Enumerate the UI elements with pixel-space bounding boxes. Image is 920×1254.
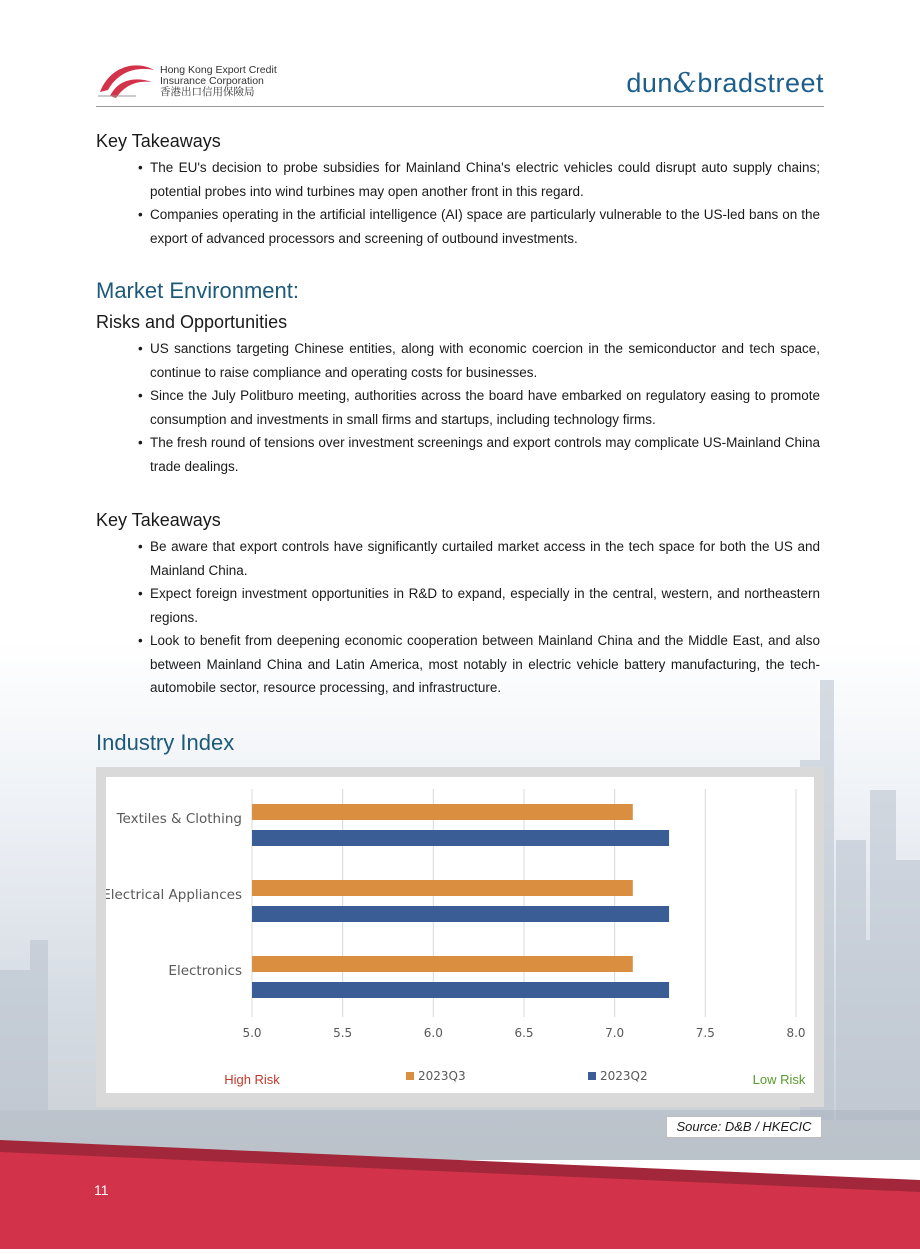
bar-2023Q3 bbox=[252, 880, 633, 896]
page-footer bbox=[0, 1140, 920, 1249]
x-tick-label: 5.5 bbox=[333, 1026, 353, 1040]
dnb-logo bbox=[626, 68, 824, 99]
legend-label-2023Q3: 2023Q3 bbox=[418, 1069, 466, 1083]
list-item: • Look to benefit from deepening economic cooperation between Mainland China and the Middle East, and also between Mainland China and Latin America, most notably in electric vehicle battery manufacturing, the tech-automobile sector, resource processing, and infrastructure. bbox=[140, 629, 820, 700]
page-header bbox=[96, 56, 824, 106]
dnb-logo-dun: dun bbox=[626, 68, 673, 98]
dnb-logo-bradstreet: bradstreet bbox=[697, 68, 824, 98]
list-item: • US sanctions targeting Chinese entities, along with economic coercion in the semiconductor and tech space, continue to raise compliance and operating costs for businesses. bbox=[140, 337, 820, 384]
market-environment-heading: Market Environment: bbox=[96, 278, 299, 303]
x-tick-label: 6.0 bbox=[423, 1026, 443, 1040]
list-item: • Since the July Politburo meeting, authorities across the board have embarked on regulatory easing to promote consumption and investments in small firms and startups, including technology firms. bbox=[140, 384, 820, 431]
list-item: • The EU's decision to probe subsidies for Mainland China's electric vehicles could disrupt auto supply chains; potential probes into wind turbines may open another front in this regard. bbox=[140, 156, 820, 203]
chart-source: Source: D&B / HKECIC bbox=[666, 1116, 822, 1138]
x-tick-label: 7.0 bbox=[605, 1026, 625, 1040]
list-item: • The fresh round of tensions over investment screenings and export controls may complicate US-Mainland China trade dealings. bbox=[140, 431, 820, 478]
list-item: • Expect foreign investment opportunities in R&D to expand, especially in the central, western, and northeastern regions. bbox=[140, 582, 820, 629]
category-label: Textiles & Clothing bbox=[116, 811, 242, 827]
legend-swatch-2023Q2 bbox=[588, 1072, 596, 1080]
list-item: • Be aware that export controls have significantly curtailed market access in the tech space for both the US and Mainland China. bbox=[140, 535, 820, 582]
header-divider bbox=[96, 106, 824, 107]
hkecic-logo bbox=[96, 56, 306, 102]
key-takeaways-list-2 bbox=[96, 535, 820, 700]
dnb-logo-ampersand: & bbox=[672, 68, 698, 99]
x-tick-label: 6.5 bbox=[514, 1026, 534, 1040]
bar-2023Q2 bbox=[252, 982, 669, 998]
main-content bbox=[96, 128, 820, 756]
legend-label-2023Q2: 2023Q2 bbox=[600, 1069, 648, 1083]
hkecic-swoosh-icon bbox=[96, 56, 156, 102]
legend-swatch-2023Q3 bbox=[406, 1072, 414, 1080]
bar-chart-svg bbox=[106, 777, 814, 1093]
industry-index-chart-frame bbox=[96, 767, 824, 1107]
category-label: Electronics bbox=[168, 963, 242, 979]
x-tick-label: 5.0 bbox=[242, 1026, 262, 1040]
bar-2023Q3 bbox=[252, 956, 633, 972]
bar-2023Q2 bbox=[252, 906, 669, 922]
x-tick-label: 8.0 bbox=[786, 1026, 806, 1040]
industry-index-heading: Industry Index bbox=[96, 729, 235, 755]
key-takeaways-heading-1: Key Takeaways bbox=[96, 131, 221, 151]
x-tick-label: 7.5 bbox=[695, 1026, 715, 1040]
industry-index-chart bbox=[106, 777, 814, 1093]
key-takeaways-heading-2: Key Takeaways bbox=[96, 510, 221, 530]
high-risk-label: High Risk bbox=[224, 1072, 280, 1087]
risks-opportunities-heading: Risks and Opportunities bbox=[96, 312, 288, 332]
bar-2023Q2 bbox=[252, 830, 669, 846]
low-risk-label: Low Risk bbox=[752, 1072, 806, 1087]
hkecic-name-chinese: 香港出口信用保險局 bbox=[160, 86, 255, 98]
market-environment-list bbox=[96, 337, 820, 478]
hkecic-name-line2: Insurance Corporation bbox=[160, 75, 264, 87]
category-label: Electrical Appliances bbox=[106, 887, 242, 903]
page-number: 11 bbox=[94, 1182, 109, 1198]
bar-2023Q3 bbox=[252, 804, 633, 820]
list-item: • Companies operating in the artificial intelligence (AI) space are particularly vulnerable to the US-led bans on the export of advanced processors and screening of outbound investments. bbox=[140, 203, 820, 250]
hkecic-name-line1: Hong Kong Export Credit bbox=[160, 64, 277, 76]
key-takeaways-list-1 bbox=[96, 156, 820, 250]
